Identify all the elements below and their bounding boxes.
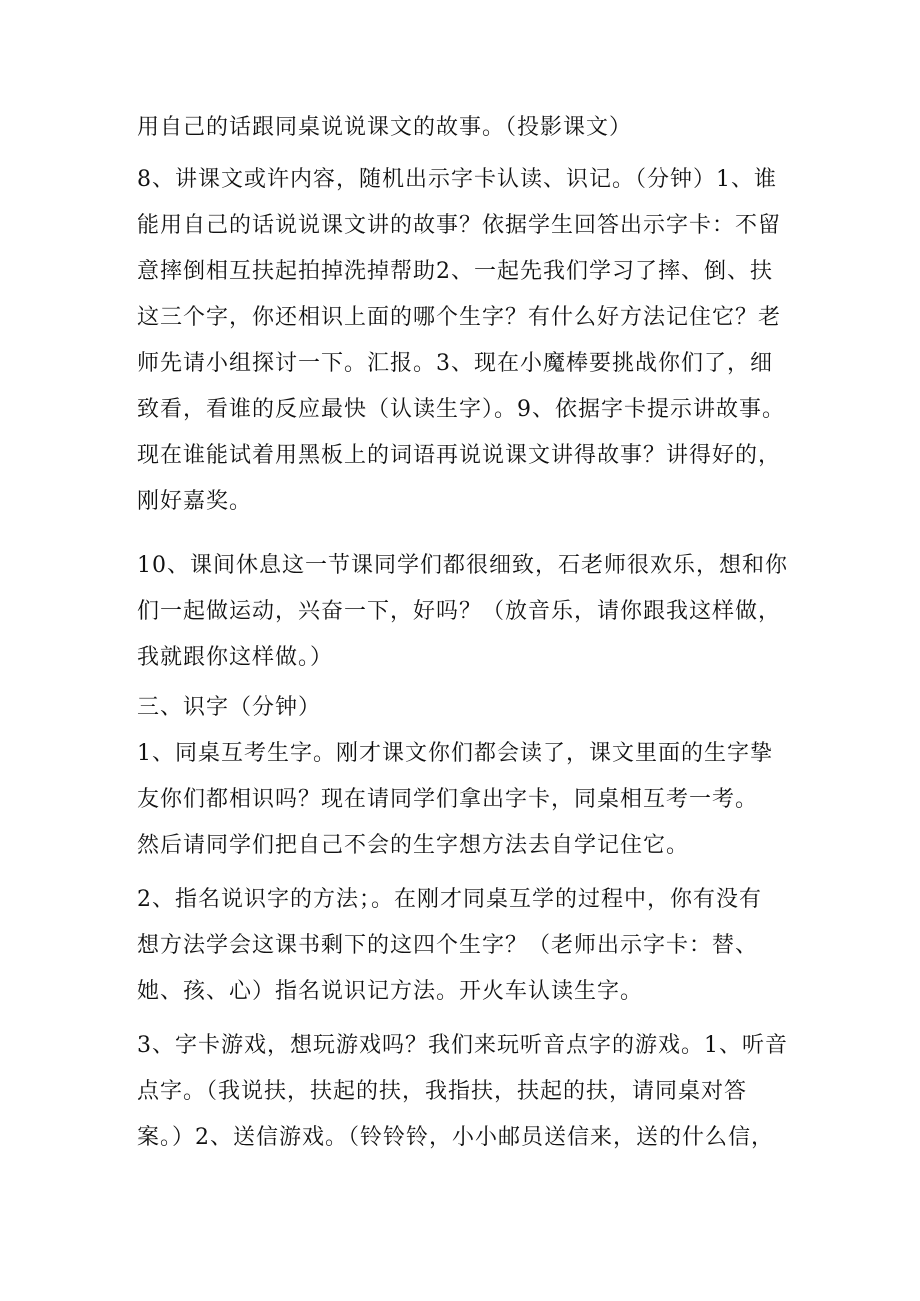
text-line: 刚好嘉奖。 xyxy=(137,489,253,514)
text-line: 3、字卡游戏，想玩游戏吗？我们来玩听音点字的游戏。1、听音 xyxy=(137,1033,788,1058)
text-line: 们一起做运动，兴奋一下，好吗？（放音乐，请你跟我这样做， xyxy=(137,599,782,624)
text-line: 然后请同学们把自己不会的生字想方法去自学记住它。 xyxy=(137,833,690,858)
text-line: 现在谁能试着用黑板上的词语再说说课文讲得故事？讲得好的， xyxy=(137,443,782,468)
section-heading: 三、识字（分钟） xyxy=(137,695,322,720)
text-line: 10、课间休息这一节课同学们都很细致，石老师很欢乐，想和你 xyxy=(137,553,788,578)
text-line: 我就跟你这样做。） xyxy=(137,645,334,670)
text-line: 用自己的话跟同桌说说课文的故事。（投影课文） xyxy=(137,115,633,140)
text-line: 致看，看谁的反应最快（认读生字）。9、依据字卡提示讲故事。 xyxy=(137,397,785,422)
text-line: 想方法学会这课书剩下的这四个生字？（老师出示字卡：替、 xyxy=(137,933,759,958)
text-line: 能用自己的话说说课文讲的故事？依据学生回答出示字卡：不留 xyxy=(137,213,782,238)
text-line: 8、讲课文或许内容，随机出示字卡认读、识记。（分钟）1、谁 xyxy=(137,167,777,192)
text-line: 2、指名说识字的方法；。在刚才同桌互学的过程中，你有没有 xyxy=(137,887,762,912)
text-line: 师先请小组探讨一下。汇报。3、现在小魔棒要挑战你们了，细 xyxy=(137,351,773,376)
text-line: 案。）2、送信游戏。（铃铃铃，小小邮员送信来，送的什么信， xyxy=(137,1125,774,1150)
text-line: 点字。（我说扶，扶起的扶，我指扶，扶起的扶，请同桌对答 xyxy=(137,1079,748,1104)
text-line: 1、同桌互考生字。刚才课文你们都会读了，课文里面的生字挚 xyxy=(137,741,773,766)
text-line: 她、孩、心）指名说识记方法。开火车认读生字。 xyxy=(137,979,644,1004)
text-line: 这三个字，你还相识上面的哪个生字？有什么好方法记住它？老 xyxy=(137,305,782,330)
text-line: 友你们都相识吗？现在请同学们拿出字卡，同桌相互考一考。 xyxy=(137,787,759,812)
text-line: 意摔倒相互扶起拍掉洗掉帮助2、一起先我们学习了摔、倒、扶 xyxy=(137,259,773,284)
